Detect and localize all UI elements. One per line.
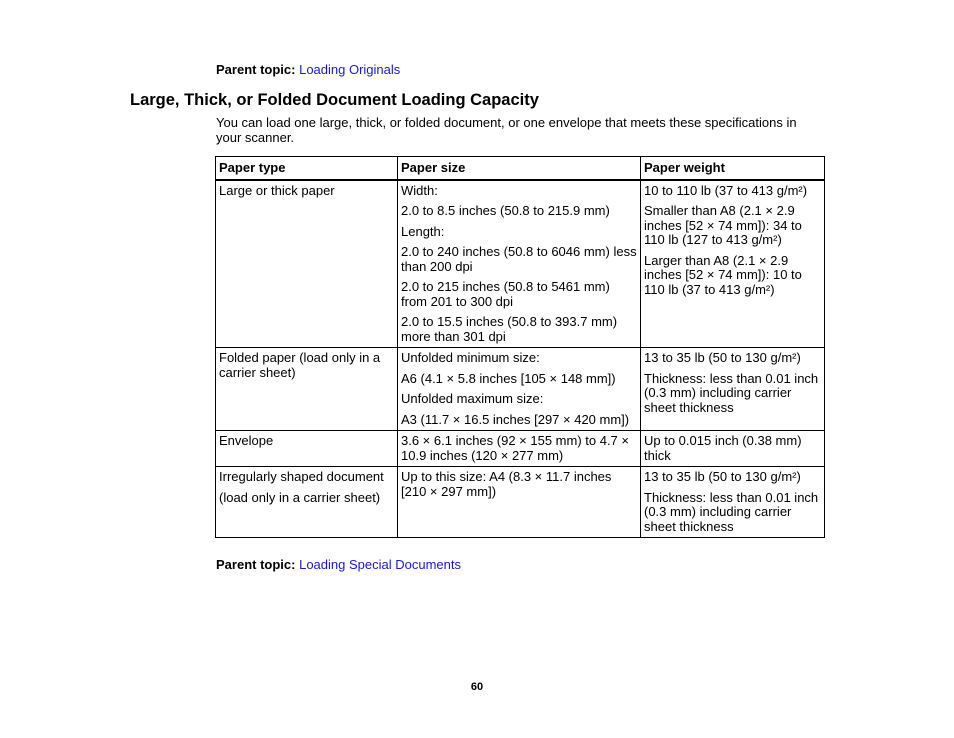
table-header-row <box>216 157 825 180</box>
cell-paragraph: Irregularly shaped document <box>219 469 384 484</box>
cell-paper-size <box>398 467 641 538</box>
cell-paragraph: 10 to 110 lb (37 to 413 g/m²) <box>644 182 808 198</box>
cell-paragraph: Large or thick paper <box>219 182 335 198</box>
cell-paragraph: Unfolded maximum size: <box>401 391 544 406</box>
cell-paragraph: Thickness: less than 0.01 inch (0.3 mm) including carrier sheet thickness <box>644 489 819 534</box>
header-paper-size: Paper size <box>398 157 641 180</box>
cell-paper-size <box>398 431 641 467</box>
cell-paper-weight <box>641 348 825 431</box>
cell-paragraph: A6 (4.1 × 5.8 inches [105 × 148 mm]) <box>401 370 616 386</box>
cell-paragraph: 2.0 to 8.5 inches (50.8 to 215.9 mm) <box>401 203 610 218</box>
cell-paragraph: (load only in a carrier sheet) <box>219 489 381 505</box>
cell-paper-type <box>216 431 398 467</box>
table-row <box>216 431 825 467</box>
cell-paper-type <box>216 467 398 538</box>
page-number: 60 <box>470 681 484 693</box>
cell-paper-size <box>398 180 641 348</box>
cell-paragraph: Length: <box>401 223 445 239</box>
header-paper-type: Paper type <box>216 157 398 180</box>
cell-paragraph: Larger than A8 (2.1 × 2.9 inches [52 × 74 mm]): 10 to 110 lb (37 to 413 g/m²) <box>644 252 802 297</box>
loading-originals-link[interactable]: Loading Originals <box>299 62 401 77</box>
cell-paragraph: A3 (11.7 × 16.5 inches [297 × 420 mm]) <box>401 411 630 427</box>
table-row <box>216 180 825 348</box>
cell-paragraph: Width: <box>401 182 438 198</box>
cell-paper-weight <box>641 431 825 467</box>
cell-paragraph: Unfolded minimum size: <box>401 350 540 365</box>
cell-paragraph: Smaller than A8 (2.1 × 2.9 inches [52 × 74 mm]): 34 to 110 lb (127 to 413 g/m²) <box>644 203 802 247</box>
cell-paper-size <box>398 348 641 431</box>
header-paper-weight: Paper weight <box>641 157 825 180</box>
cell-paper-type <box>216 180 398 348</box>
table-row <box>216 467 825 538</box>
table-row <box>216 348 825 431</box>
cell-paragraph: Folded paper (load only in a carrier sheet) <box>219 350 381 380</box>
page-title: Large, Thick, or Folded Document Loading Capacity <box>130 91 539 109</box>
parent-topic-label: Parent topic: <box>216 557 296 572</box>
cell-paragraph: 13 to 35 lb (50 to 130 g/m²) <box>644 469 801 484</box>
cell-paper-weight <box>641 180 825 348</box>
cell-paragraph: Up to this size: A4 (8.3 × 11.7 inches [210 × 297 mm]) <box>401 469 612 499</box>
cell-paragraph: Up to 0.015 inch (0.38 mm) thick <box>644 433 802 463</box>
cell-paragraph: 13 to 35 lb (50 to 130 g/m²) <box>644 350 801 365</box>
cell-paragraph: 2.0 to 15.5 inches (50.8 to 393.7 mm) more than 301 dpi <box>401 314 618 344</box>
parent-topic-bottom <box>216 557 461 573</box>
cell-paragraph: Envelope <box>219 433 274 448</box>
cell-paragraph: 2.0 to 240 inches (50.8 to 6046 mm) less than 200 dpi <box>401 244 637 274</box>
cell-paragraph: 3.6 × 6.1 inches (92 × 155 mm) to 4.7 × 10.9 inches (120 × 277 mm) <box>401 433 629 463</box>
parent-topic-top <box>216 62 400 78</box>
cell-paper-weight <box>641 467 825 538</box>
loading-special-documents-link[interactable]: Loading Special Documents <box>299 557 461 572</box>
cell-paper-type <box>216 348 398 431</box>
parent-topic-label: Parent topic: <box>216 62 296 77</box>
intro-paragraph: You can load one large, thick, or folded document, or one envelope that meets these specifications in your scanner. <box>216 115 797 145</box>
cell-paragraph: Thickness: less than 0.01 inch (0.3 mm) including carrier sheet thickness <box>644 370 819 415</box>
capacity-table <box>215 156 825 538</box>
cell-paragraph: 2.0 to 215 inches (50.8 to 5461 mm) from 201 to 300 dpi <box>401 279 610 309</box>
